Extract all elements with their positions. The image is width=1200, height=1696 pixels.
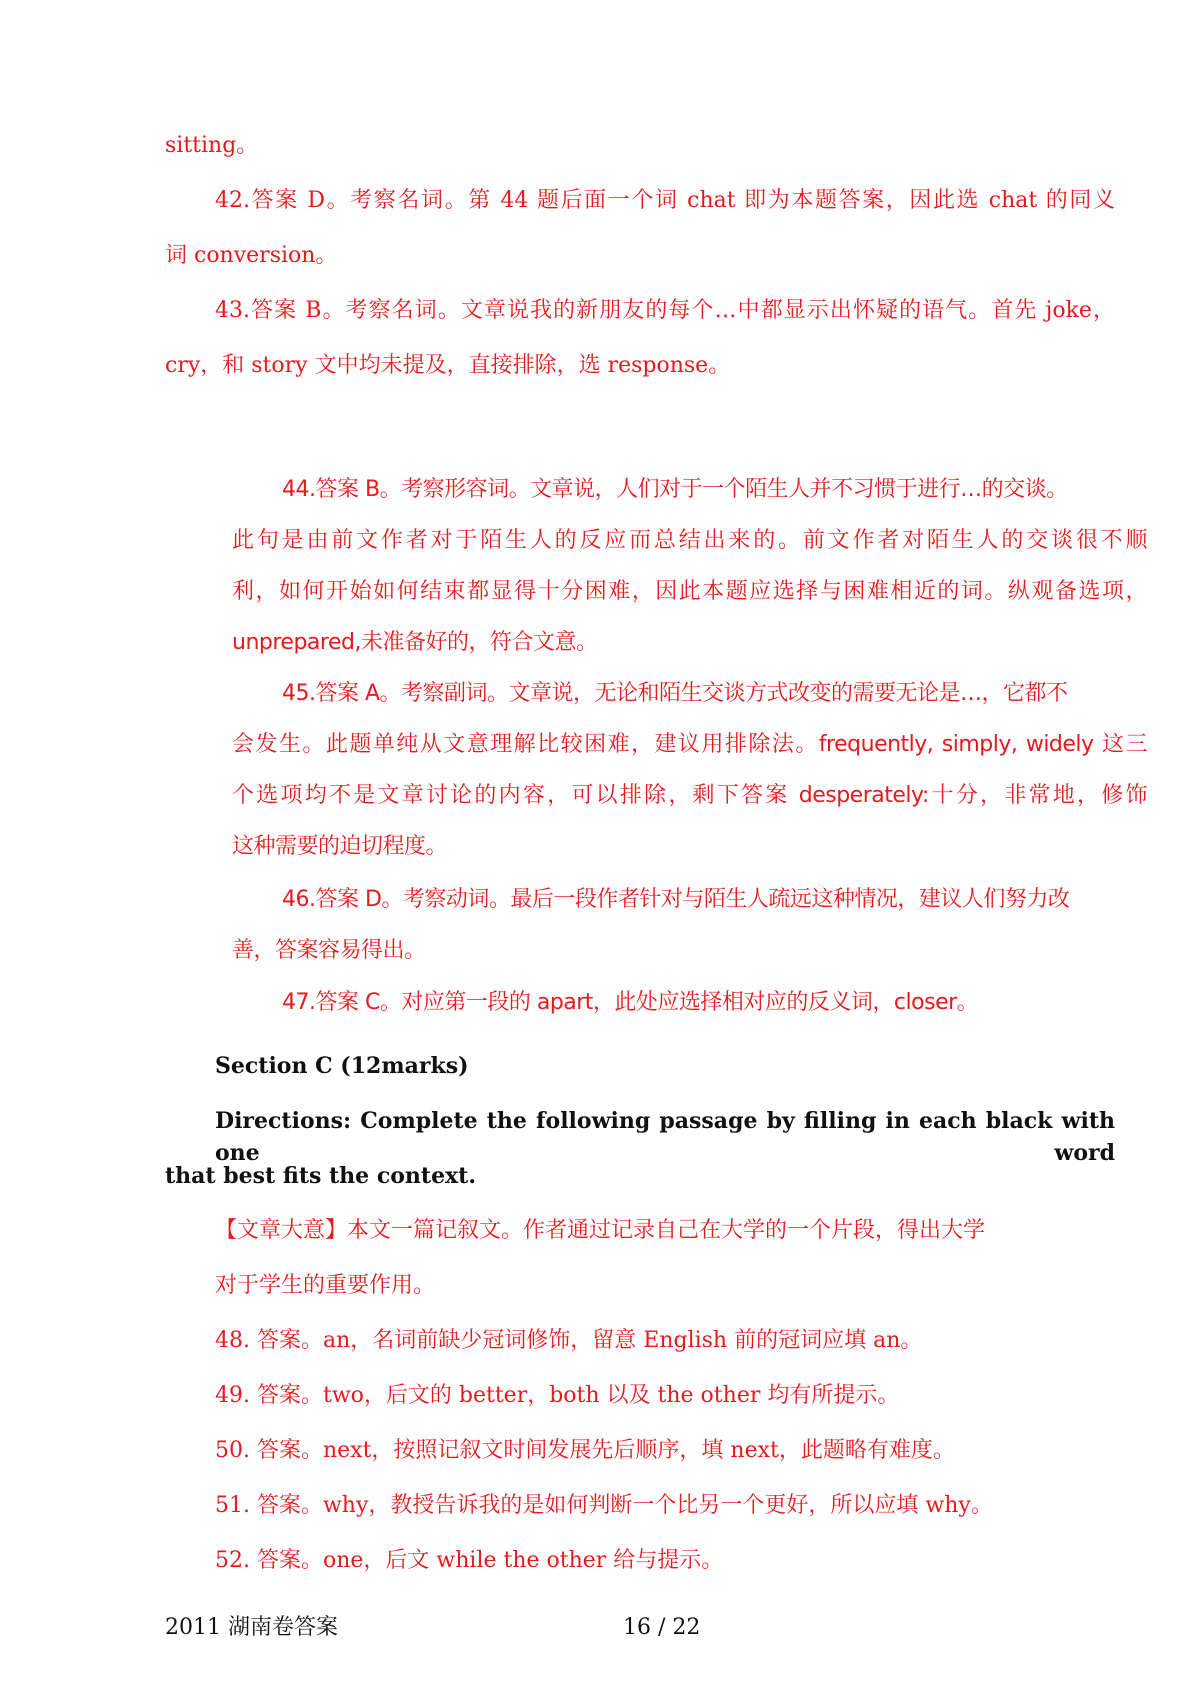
answer-46-line-1: 46.答案 D。考察动词。最后一段作者针对与陌生人疏远这种情况，建议人们努力改 [282,887,1070,912]
answer-52: 52. 答案。one，后文 while the other 给与提示。 [215,1548,724,1573]
answer-45-line-4: 这种需要的迫切程度。 [232,834,448,859]
answer-44-line-2: 此句是由前文作者对于陌生人的反应而总结出来的。前文作者对陌生人的交谈很不顺 [232,528,1147,553]
answer-41-continuation: sitting。 [165,133,259,158]
answer-46-line-2: 善，答案容易得出。 [232,938,426,963]
answer-45-line-1: 45.答案 A。考察副词。文章说，无论和陌生交谈方式改变的需要无论是…，它都不 [282,681,1068,706]
answer-47-line-1: 47.答案 C。对应第一段的 apart，此处应选择相对应的反义词，closer。 [282,990,979,1015]
section-c-heading: Section C (12marks) [215,1053,469,1079]
answer-43-line-1: 43.答案 B。考察名词。文章说我的新朋友的每个…中都显示出怀疑的语气。首先 joke， [215,298,1115,323]
answer-43-line-2: cry，和 story 文中均未提及，直接排除，选 response。 [165,353,731,378]
answer-42-line-2: 词 conversion。 [165,243,338,268]
answer-48: 48. 答案。an，名词前缺少冠词修饰，留意 English 前的冠词应填 an。 [215,1328,923,1353]
answer-49: 49. 答案。two，后文的 better，both 以及 the other 均有所提示。 [215,1383,900,1408]
answer-44-line-1: 44.答案 B。考察形容词。文章说，人们对于一个陌生人并不习惯于进行…的交谈。 [282,477,1068,502]
answer-51: 51. 答案。why，教授告诉我的是如何判断一个比另一个更好，所以应填 why。 [215,1493,993,1518]
answer-45-line-2: 会发生。此题单纯从文意理解比较困难，建议用排除法。frequently, simply, widely 这三 [232,732,1147,757]
section-c-directions-line-2: that best fits the context. [165,1163,476,1189]
answer-44-line-4: unprepared,未准备好的，符合文意。 [232,630,598,655]
passage-summary-line-2: 对于学生的重要作用。 [215,1273,436,1298]
answer-45-line-3: 个选项均不是文章讨论的内容，可以排除，剩下答案 desperately:十分，非常地，修饰 [232,783,1147,808]
page-number: 16 / 22 [623,1615,701,1640]
answer-50: 50. 答案。next，按照记叙文时间发展先后顺序，填 next，此题略有难度。 [215,1438,955,1463]
answer-44-line-3: 利，如何开始如何结束都显得十分困难，因此本题应选择与困难相近的词。纵观备选项， [232,579,1147,604]
section-c-directions-line-1: Directions: Complete the following passage by filling in each black with one word [215,1108,1115,1166]
answer-42-line-1: 42.答案 D。考察名词。第 44 题后面一个词 chat 即为本题答案，因此选 chat 的同义 [215,188,1115,213]
passage-summary-line-1: 【文章大意】本文一篇记叙文。作者通过记录自己在大学的一个片段，得出大学 [215,1218,986,1243]
footer-title: 2011 湖南卷答案 [165,1615,338,1640]
